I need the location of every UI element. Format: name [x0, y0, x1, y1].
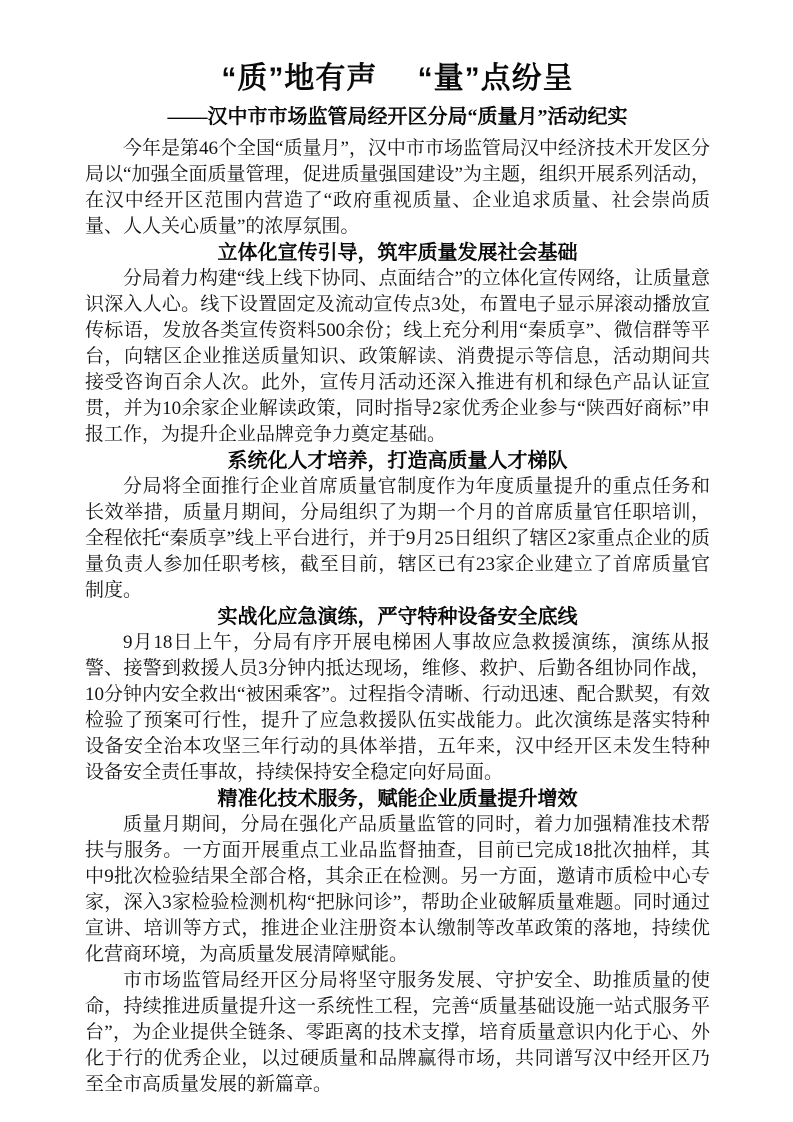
- section-heading-publicity: 立体化宣传引导，筑牢质量发展社会基础: [217, 242, 578, 264]
- section-body-emergency-drill: 9月18日上午，分局有序开展电梯困人事故应急救援演练，演练从报警、接警到救援人员3分钟内抵达现场，维修、救护、后勤各组协同作战，10分钟内安全救出“被困乘客”。过程指令清晰、行动迅速、配合默契，有效检验了预案可行性，提升了应急救援队伍实战能力。此次演练是落实特种设备安全治本攻坚三年行动的具体举措，五年来，汉中经开区未发生特种设备安全责任事故，持续保持安全稳定向好局面。: [85, 632, 710, 783]
- document-title: “质”地有声 “量”点纷呈: [221, 62, 574, 95]
- section-heading-technical-service: 精准化技术服务，赋能企业质量提升增效: [217, 788, 578, 810]
- document-subtitle: ——汉中市市场监管局经开区分局“质量月”活动纪实: [167, 106, 628, 128]
- section-talent: [85, 448, 710, 604]
- section-heading-talent: 系统化人才培养，打造高质量人才梯队: [227, 450, 568, 472]
- section-heading-emergency-drill: 实战化应急演练，严守特种设备安全底线: [217, 606, 578, 628]
- section-technical-service: [85, 786, 710, 968]
- closing-paragraph: 市市场监管局经开区分局将坚守服务发展、守护安全、助推质量的使命，持续推进质量提升这一系统性工程，完善“质量基础设施一站式服务平台”，为企业提供全链条、零距离的技术支撑，培育质量意识内化于心、外化于行的优秀企业，以过硬质量和品牌赢得市场，共同谱写汉中经开区乃至全市高质量发展的新篇章。: [85, 970, 710, 1095]
- section-publicity: [85, 240, 710, 448]
- section-emergency-drill: [85, 604, 710, 786]
- intro-paragraph: 今年是第46个全国“质量月”，汉中市市场监管局汉中经济技术开发区分局以“加强全面质量管理，促进质量强国建设”为主题，组织开展系列活动，在汉中经开区范围内营造了“政府重视质量、企业追求质量、社会崇尚质量、人人关心质量”的浓厚氛围。: [85, 138, 710, 237]
- section-body-talent: 分局将全面推行企业首席质量官制度作为年度质量提升的重点任务和长效举措，质量月期间，分局组织了为期一个月的首席质量官任职培训，全程依托“秦质享”线上平台进行，并于9月25日组织了辖区2家重点企业的质量负责人参加任职考核，截至目前，辖区已有23家企业建立了首席质量官制度。: [85, 476, 710, 601]
- section-body-publicity: 分局着力构建“线上线下协同、点面结合”的立体化宣传网络，让质量意识深入人心。线下设置固定及流动宣传点3处，布置电子显示屏滚动播放宣传标语，发放各类宣传资料500余份；线上充分利用“秦质享”、微信群等平台，向辖区企业推送质量知识、政策解读、消费提示等信息，活动期间共接受咨询百余人次。此外，宣传月活动还深入推进有机和绿色产品认证宣贯，并为10余家企业解读政策，同时指导2家优秀企业参与“陕西好商标”申报工作，为提升企业品牌竞争力奠定基础。: [85, 268, 710, 445]
- section-body-technical-service: 质量月期间，分局在强化产品质量监管的同时，着力加强精准技术帮扶与服务。一方面开展重点工业品监督抽查，目前已完成18批次抽样，其中9批次检验结果全部合格，其余正在检测。另一方面，邀请市质检中心专家，深入3家检验检测机构“把脉问诊”，帮助企业破解质量难题。同时通过宣讲、培训等方式，推进企业注册资本认缴制等改革政策的落地，持续优化营商环境，为高质量发展清障赋能。: [85, 814, 710, 965]
